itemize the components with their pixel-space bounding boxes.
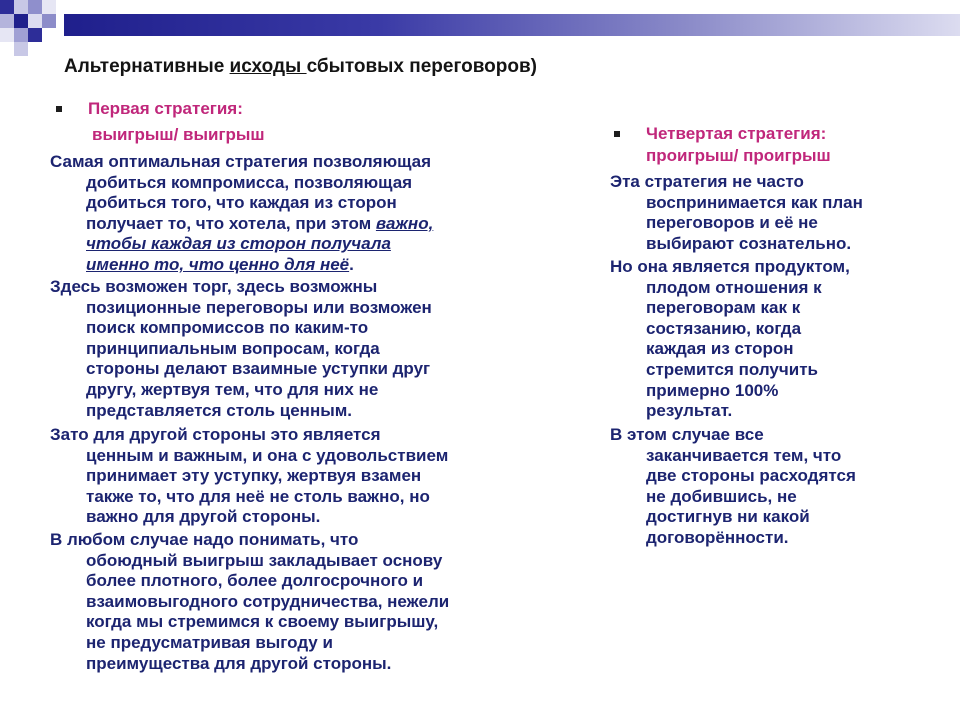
left-subheading: выигрыш/ выигрыш [92,125,265,144]
right-paragraph-1: Эта стратегия не часто воспринимается как план переговоров и её не выбирают сознательно. [610,172,863,253]
left-paragraph-1: Самая оптимальная стратегия позволяющая добиться компромисса, позволяющая добиться того, что каждая из сторон получает то, что хотела, при этом важно, чтобы каждая из сторон получала именно то, что ценно для неё. [50,152,434,274]
left-heading: Первая стратегия: [88,99,243,118]
left-paragraph-2: Здесь возможен торг, здесь возможны позиционные переговоры или возможен поиск компромиссов по каким-то принципиальным вопросам, когда стороны делают взаимные уступки друг другу, жертвуя тем, что для них не представляется столь ценным. [50,277,432,420]
bullet-icon [614,131,620,137]
right-subheading: проигрыш/ проигрыш [646,146,831,165]
left-paragraph-4: В любом случае надо понимать, что обоюдный выигрыш закладывает основу более плотного, более долгосрочного и взаимовыгодного сотрудничества, нежели когда мы стремимся к своему выигрышу, не предусматривая выгоду и преимущества для другой стороны. [50,530,450,673]
header-gradient-bar [64,14,960,36]
slide-title: Альтернативные исходы сбытовых переговоров) [64,56,537,77]
left-paragraph-3: Зато для другой стороны это является ценным и важным, и она с удовольствием принимает эту уступку, жертвуя взамен также то, что для неё не столь важно, но важно для другой стороны. [50,425,449,527]
right-heading: Четвертая стратегия: [646,124,827,143]
right-paragraph-2: Но она является продуктом, плодом отношения к переговорам как к состязанию, когда каждая из сторон стремится получить примерно 100% результат. [610,257,850,421]
bullet-icon [56,106,62,112]
right-paragraph-3: В этом случае все заканчивается тем, что две стороны расходятся не добившись, не достигнув ни какой договорённости. [610,425,856,547]
